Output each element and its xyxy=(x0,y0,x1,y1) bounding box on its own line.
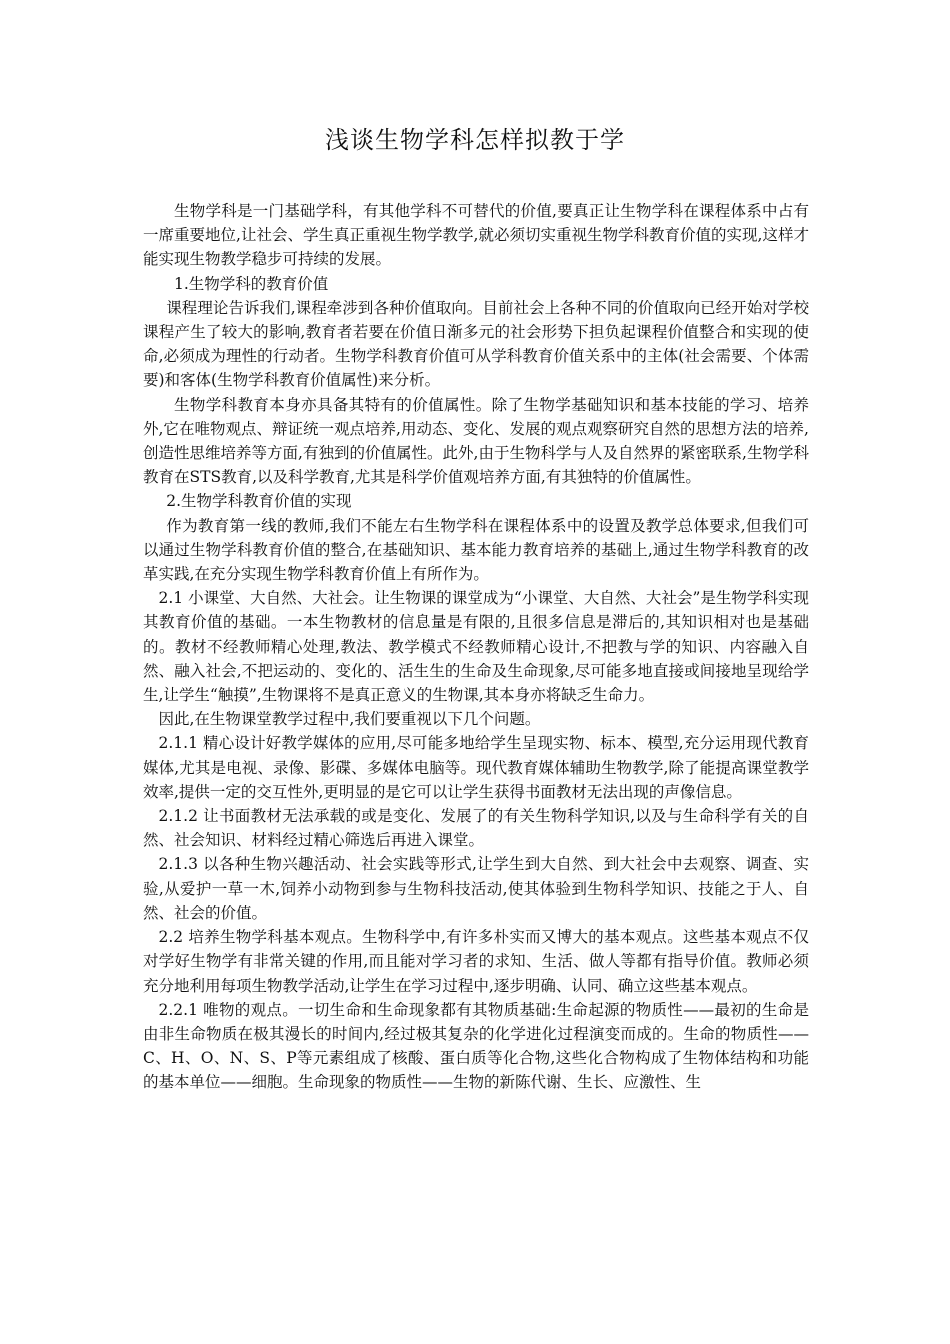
document-body xyxy=(143,199,809,1095)
body-paragraph: 课程理论告诉我们,课程牵涉到各种价值取向。目前社会上各种不同的价值取向已经开始对学校课程产生了较大的影响,教育者若要在价值日渐多元的社会形势下担负起课程价值整合和实现的使命,必须成为理性的行动者。生物学科教育价值可从学科教育价值关系中的主体(社会需要、个体需要)和客体(生物学科教育价值属性)来分析。 xyxy=(143,298,809,390)
subsection-paragraph: 2.1.3 以各种生物兴趣活动、社会实践等形式,让学生到大自然、到大社会中去观察、调查、实验,从爱护一草一木,饲养小动物到参与生物科技活动,使其体验到生物科学知识、技能之于人、自然、社会的价值。 xyxy=(143,855,809,922)
subsection-paragraph: 2.1.1 精心设计好教学媒体的应用,尽可能多地给学生呈现实物、标本、模型,充分运用现代教育媒体,尤其是电视、录像、影碟、多媒体电脑等。现代教育媒体辅助生物教学,除了能提高课堂教学效率,提供一定的交互性外,更明显的是它可以让学生获得书面教材无法出现的声像信息。 xyxy=(143,734,809,801)
document-title: 浅谈生物学科怎样拟教于学 xyxy=(325,126,625,154)
subsection-paragraph: 2.1.2 让书面教材无法承载的或是变化、发展了的有关生物科学知识,以及与生命科学有关的自然、社会知识、材料经过精心筛选后再进入课堂。 xyxy=(143,807,809,850)
body-paragraph: 作为教育第一线的教师,我们不能左右生物学科在课程体系中的设置及教学总体要求,但我们可以通过生物学科教育价值的整合,在基础知识、基本能力教育培养的基础上,通过生物学科教育的改革实践,在充分实现生物学科教育价值上有所作为。 xyxy=(143,516,809,584)
section-heading-2: 2.生物学科教育价值的实现 xyxy=(166,492,352,511)
subsection-paragraph: 2.1 小课堂、大自然、大社会。让生物课的课堂成为“小课堂、大自然、大社会”是生物学科实现其教育价值的基础。一本生物教材的信息量是有限的,且很多信息是滞后的,其知识相对也是基础的。教材不经教师精心处理,教法、教学模式不经教师精心设计,不把教与学的知识、内容融入自然、融入社会,不把运动的、变化的、活生生的生命及生命现象,尽可能多地直接或间接地呈现给学生,让学生“触摸”,生物课将不是真正意义的生物课,其本身亦将缺乏生命力。 xyxy=(143,589,809,705)
subsection-paragraph: 2.2.1 唯物的观点。一切生命和生命现象都有其物质基础:生命起源的物质性——最初的生命是由非生命物质在极其漫长的时间内,经过极其复杂的化学进化过程演变而成的。生命的物质性——C、H、O、N、S、P等元素组成了核酸、蛋白质等化合物,这些化合物构成了生物体结构和功能的基本单位——细胞。生命现象的物质性——生物的新陈代谢、生长、应激性、生 xyxy=(143,1000,809,1092)
body-paragraph: 生物学科教育本身亦具备其特有的价值属性。除了生物学基础知识和基本技能的学习、培养外,它在唯物观点、辩证统一观点培养,用动态、变化、发展的观点观察研究自然的思想方法的培养,创造性思维培养等方面,有独到的价值属性。此外,由于生物科学与人及自然界的紧密联系,生物学科教育在STS教育,以及科学教育,尤其是科学价值观培养方面,有其独特的价值属性。 xyxy=(143,395,809,487)
subsection-paragraph: 2.2 培养生物学科基本观点。生物科学中,有许多朴实而又博大的基本观点。这些基本观点不仅对学好生物学有非常关键的作用,而且能对学习者的求知、生活、做人等都有指导价值。教师必须充分地利用每项生物教学活动,让学生在学习过程中,逐步明确、认同、确立这些基本观点。 xyxy=(143,928,809,995)
intro-paragraph: 生物学科是一门基础学科，有其他学科不可替代的价值,要真正让生物学科在课程体系中占有一席重要地位,让社会、学生真正重视生物学教学,就必须切实重视生物学科教育价值的实现,这样才能实现生物教学稳步可持续的发展。 xyxy=(143,202,809,269)
section-heading-1: 1.生物学科的教育价值 xyxy=(174,274,329,293)
body-paragraph: 因此,在生物课堂教学过程中,我们要重视以下几个问题。 xyxy=(158,710,541,729)
